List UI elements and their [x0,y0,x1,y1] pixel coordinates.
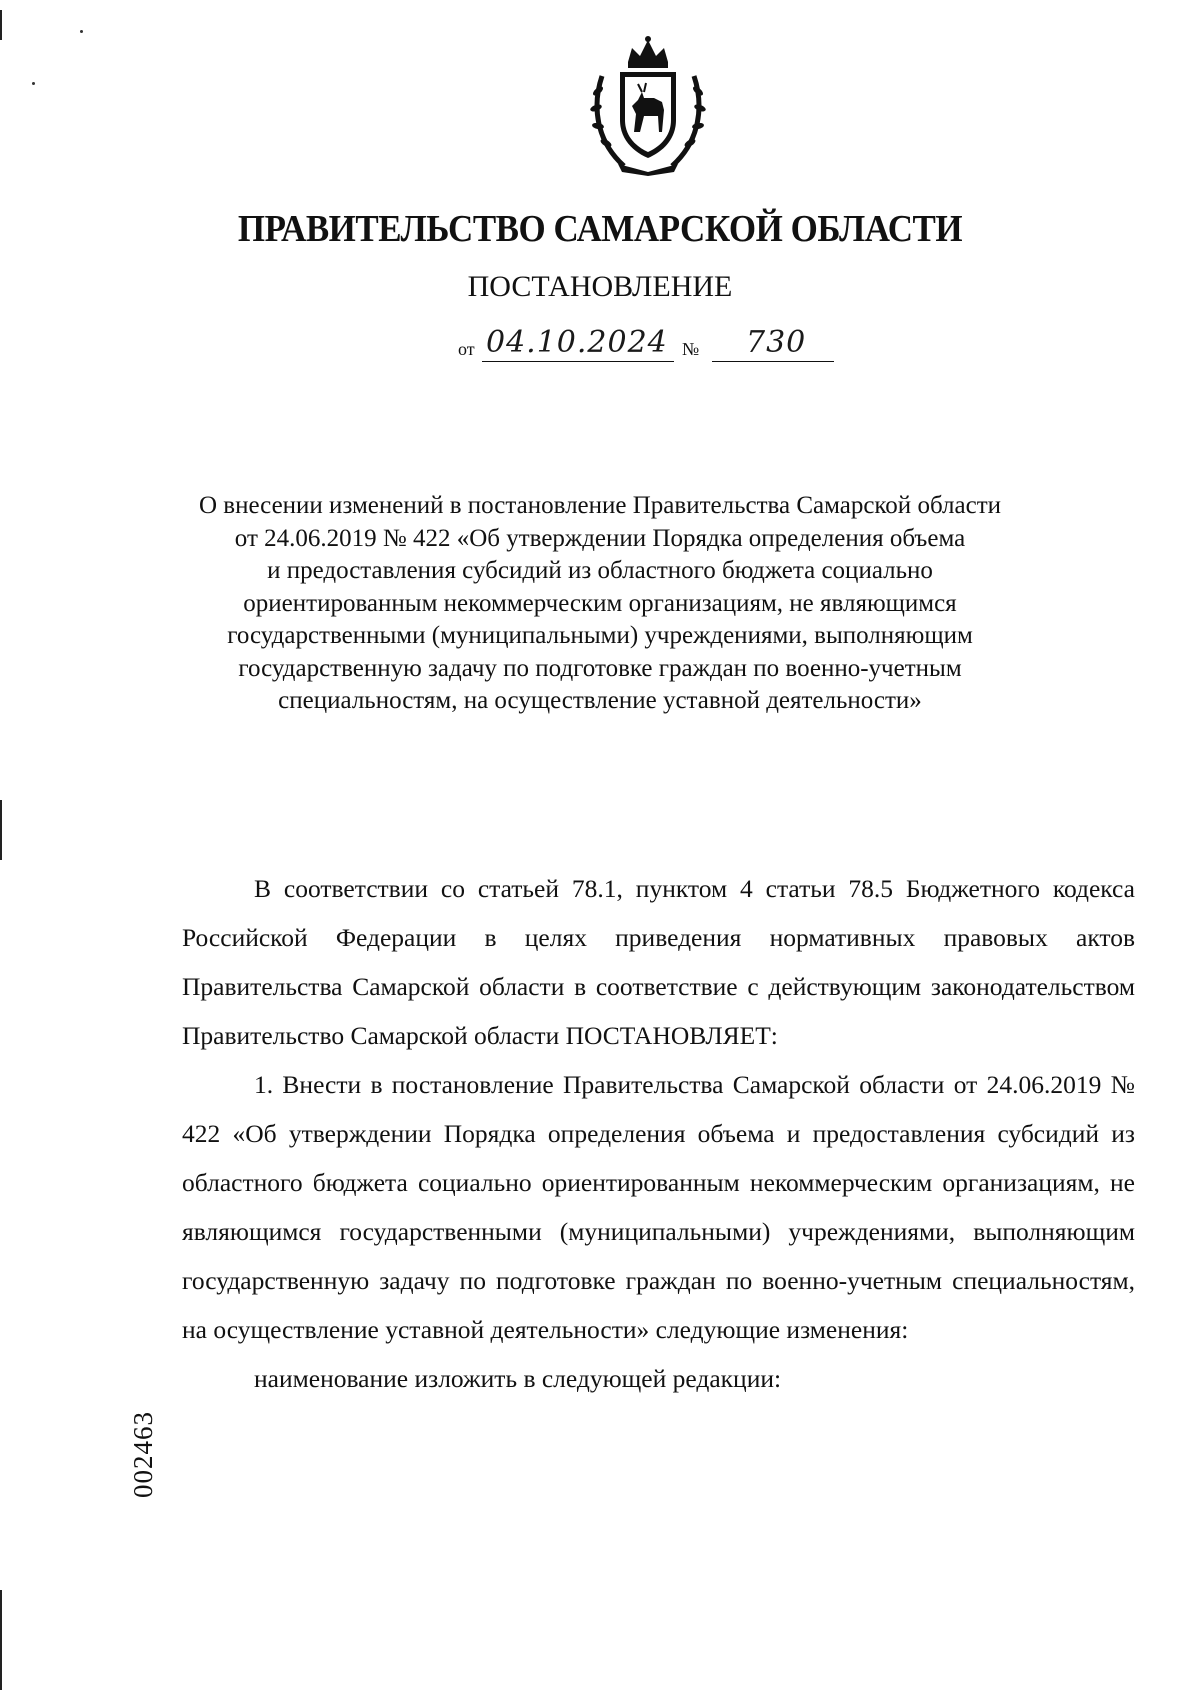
date-prefix: от [458,339,475,359]
document-subject [140,490,1060,718]
subject-line: и предоставления субсидий из областного бюджета социально [267,557,933,584]
scan-dot [80,30,83,33]
date-underline [482,361,674,362]
organization-title: ПРАВИТЕЛЬСТВО САМАРСКОЙ ОБЛАСТИ [237,208,963,250]
date-value: 04.10.2024 [486,325,668,360]
scan-edge-line [0,800,2,860]
scan-edge-line [0,1590,2,1690]
scan-dot [32,82,35,85]
subject-line: государственную задачу по подготовке граждан по военно-учетным [238,654,962,682]
subject-line: от 24.06.2019 № 422 «Об утверждении Порядка определения объема [234,524,966,552]
scan-edge-line [0,10,2,40]
body-paragraph: В соответствии со статьей 78.1, пунктом 4 статьи 78.5 Бюджетного кодекса Российской Федерации в целях приведения нормативных правовых актов Правительства Самарской области в соответствие с действующим законодательством Правительство Самарской области ПОСТАНОВЛЯЕТ: [182,874,1135,1050]
registration-number: 002463 [128,1411,158,1498]
date-number-line [458,326,858,366]
subject-line: государственными (муниципальными) учреждениями, выполняющим [227,622,973,649]
number-value: 730 [746,325,807,360]
document-type: ПОСТАНОВЛЕНИЕ [467,270,733,303]
body-paragraph: наименование изложить в следующей редакции: [254,1364,782,1393]
body-paragraph: 1. Внести в постановление Правительства Самарской области от 24.06.2019 № 422 «Об утверждении Порядка определения объема и предоставления субсидий из областного бюджета социально ориентированным некоммерческим организациям, не являющимся государственными (муниципальными) учреждениями, выполняющим государственную задачу по подготовке граждан по военно-учетным специальностям, на осуществление уставной деятельности» следующие изменения: [182,1070,1135,1344]
document-body [182,864,1135,1403]
number-prefix: № [682,339,700,359]
subject-line: О внесении изменений в постановление Правительства Самарской области [198,492,1002,519]
subject-line: ориентированным некоммерческим организациям, не являющимся [243,589,957,617]
coat-of-arms-emblem [588,36,708,176]
subject-line: специальностям, на осуществление уставной деятельности» [278,687,922,714]
number-underline [712,361,834,362]
